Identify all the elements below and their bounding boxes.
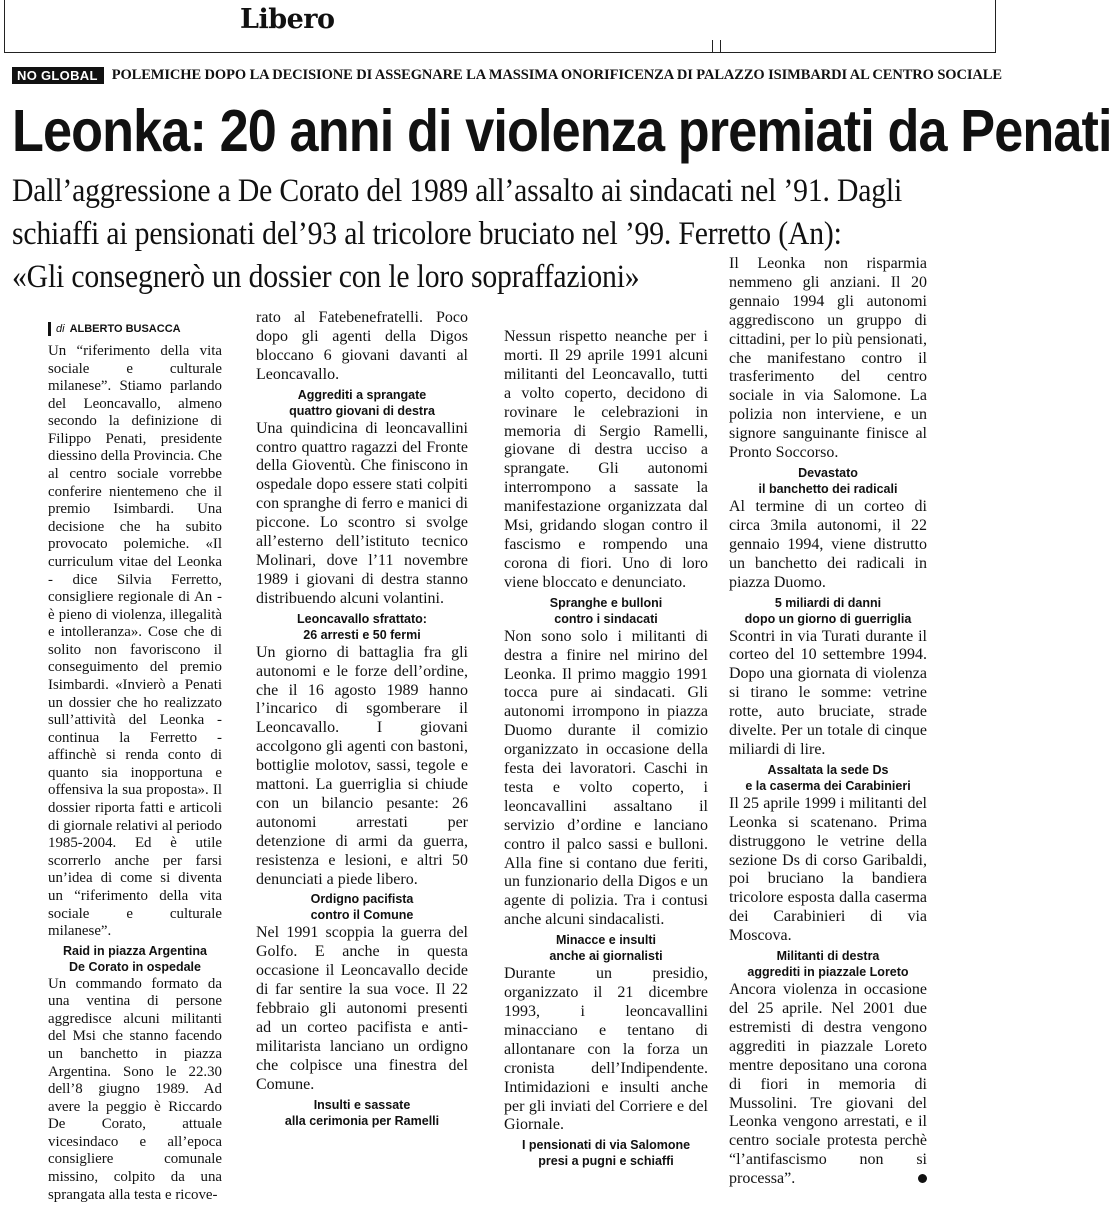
paragraph: Scontri in via Turati durante il corteo del 10 settembre 1994. Dopo una giornata di violenza si tirano le somme: vetrine rotte, auto bruciate, strade divelte. Per un totale di cinque miliardi di lire. [729,627,927,758]
section-heading-line: contro i sindacati [554,611,658,626]
section-heading [504,932,708,964]
paragraph: Al termine di un corteo di circa 3mila autonomi, il 22 gennaio 1994, viene distrutto un banchetto dei radicali in piazza Duomo. [729,497,927,591]
masthead-rule [4,52,996,53]
section-heading-line: dopo un giorno di guerriglia [744,611,912,626]
paragraph: Il Leonka non risparmia nemmeno gli anziani. Il 20 gennaio 1994 gli autonomi aggrediscono un gruppo di cittadini, per lo più pensionati, che manifestano contro il trasferimento del centro sociale in via Salomone. La polizia non interviene, e un signore sanguinante finisce al Pronto Soccorso. [729,255,927,462]
article-column-1 [48,343,222,1204]
section-heading-line: Devastato [798,465,858,480]
paragraph: Non sono solo i militanti di destra a finire nel mirino del Leonka. Il primo maggio 1991 tocca pure ai sindacati. Gli autonomi irrompono in piazza Duomo durante il comizio organizzato in occasione della festa dei lavoratori. Caschi in testa e volto coperto, i leoncavallini assaltano il servizio d’ordine e lanciano contro il palco sassi e bulloni. Alla fine si contano due feriti, un funzionario della Digos e un agente di polizia. Tra i contusi anche alcuni sindacalisti. [504,627,708,929]
section-heading-line: Ordigno pacifista [310,892,414,907]
paragraph: Un “riferimento della vita sociale e culturale milanese”. Stiamo parlando del Leoncavallo, almeno secondo la definizione di Filippo Penati, presidente diessino della Provincia. Che al centro sociale vorrebbe conferire nientemeno che il premio Isimbardi. Una decisione che ha subito provocato polemiche. «Il curriculum vitae del Leonka - dice Silvia Ferretto, consigliere regionale di An - è pieno di violenza, illegalità e intolleranza». Cose che di solito non favoriscono il conseguimento del premio Isimbardi. «Invierò a Penati un dossier che ho realizzato sull’attività del Leonka - continua la Ferretto - affinchè si renda conto di quanto sia inopportuna e offensiva la sua proposta». Il dossier riporta fatti e articoli di giornale relativi al periodo 1985-2004. Ed è utile scorrerlo anche per farsi un’idea di come si diventa un “riferimento della vita sociale e culturale milanese”. [48,343,222,940]
paragraph: Durante un presidio, organizzato il 21 dicembre 1993, i leoncavallini minacciano e tentano di allontanare con la forza un cronista dell’Indipendente. Intimidazioni e insulti anche per gli inviati del Corriere e del Giornale. [504,965,708,1134]
section-heading-line: alla cerimonia per Ramelli [284,1113,440,1128]
section-heading-line: De Corato in ospedale [69,959,201,974]
section-heading [729,948,927,980]
section-heading-line: Assaltata la sede Ds [767,762,889,777]
paragraph: Un giorno di battaglia fra gli autonomi e le forze dell’ordine, che il 16 agosto 1989 hanno l’incarico di sgomberare il Leoncavallo. I giovani accolgono gli agenti con bastoni, bottiglie molotov, sassi, tegole e mattoni. La guerriglia si chiude con un bilancio pesante: 26 autonomi arrestati per detenzione di armi da guerra, resistenza e lesioni, e altri 50 denunciati a piede libero. [256,643,468,888]
paragraph: Nel 1991 scoppia la guerra del Golfo. E anche in questa occasione il Leoncavallo decide di far sentire la sua voce. Il 22 febbraio gli autonomi presenti ad un corteo pacifista e anti-militarista lanciano un ordigno che colpisce una finestra del Comune. [256,924,468,1093]
paragraph: Nessun rispetto neanche per i morti. Il 29 aprile 1991 alcuni militanti del Leoncavallo, tutti a volto coperto, decidono di rovinare le celebrazioni in memoria di Sergio Ramelli, giovane di destra ucciso a sprangate. Gli autonomi interrompono a sassate la manifestazione organizzata dal Msi, gridando slogan contro il fascismo e rompendo una corona di fiori. Uno di loro viene bloccato e denunciato. [504,328,708,591]
paragraph: Un commando formato da una ventina di persone aggredisce alcuni militanti del Msi che stanno facendo un banchetto in piazza Argentina. Sono le 22.30 dell’8 giugno 1989. Ad avere la peggio è Riccardo De Corato, attuale vicesindaco e all’epoca consigliere comunale missino, colpito da una sprangata alla testa e ricove- [48,975,222,1203]
section-tag: NO GLOBAL [12,67,104,84]
article-column-2 [256,309,468,1130]
section-heading-line: presi a pugni e schiaffi [538,1154,674,1169]
paragraph: Una quindicina di leoncavallini contro quattro ragazzi del Fronte della Gioventù. Che finiscono in ospedale dopo essere stati colpiti con spranghe di ferro e manici di piccone. Lo scontro si svolge all’esterno dell’istituto tecnico Molinari, dove l’11 novembre 1989 i giovani di destra stanno distribuendo alcuni volantini. [256,419,468,607]
headline: Leonka: 20 anni di violenza premiati da Penati [12,98,1112,164]
byline-author: ALBERTO BUSACCA [69,323,181,335]
section-heading [504,595,708,627]
section-heading [256,611,468,643]
section-heading-line: Militanti di destra [776,949,880,964]
column-tick [720,40,721,52]
section-heading-line: Spranghe e bulloni [549,595,663,610]
paragraph: Ancora violenza in occasione del 25 aprile. Nel 2001 due estremisti di destra vengono aggrediti in piazzale Loreto mentre depositano una corona di fiori in memoria di Mussolini. Tre giovani del Leonka vengono arrestati, e il centro sociale protesta perchè “l’antifascismo non si processa”. [729,981,927,1188]
section-heading [729,465,927,497]
section-heading-line: anche ai giornalisti [549,949,663,964]
section-heading-line: Minacce e insulti [555,933,657,948]
section-heading-line: quattro giovani di destra [289,403,435,418]
section-heading-line: Insulti e sassate [313,1097,411,1112]
paragraph: rato al Fatebenefratelli. Poco dopo gli agenti della Digos bloccano 6 giovani davanti al Leoncavallo. [256,309,468,383]
section-heading [48,943,222,975]
section-heading-line: contro il Comune [310,908,414,923]
subhead-line: schiaffi ai pensionati del’93 al tricolore bruciato nel ’99. Ferretto (An): [12,216,842,252]
section-heading-line: il banchetto dei radicali [758,481,898,496]
section-heading [256,891,468,923]
section-heading-line: 26 arresti e 50 fermi [303,627,421,642]
section-heading [256,1097,468,1129]
section-heading [729,595,927,627]
overline: POLEMICHE DOPO LA DECISIONE DI ASSEGNARE LA MASSIMA ONORIFICENZA DI PALAZZO ISIMBARDI AL CENTRO SOCIALE [111,66,1002,83]
section-heading [504,1137,708,1169]
section-heading [729,762,927,794]
column-tick [712,40,713,52]
byline-prefix: di [56,323,65,335]
section-heading [256,387,468,419]
subhead-line: Dall’aggressione a De Corato del 1989 all’assalto ai sindacati nel ’91. Dagli [12,173,903,209]
section-heading-line: I pensionati di via Salomone [521,1138,691,1153]
paragraph: Il 25 aprile 1999 i militanti del Leonka si scatenano. Prima distruggono le vetrine della sezione Ds di corso Garibaldi, poi bruciano la bandiera tricolore esposta dalla caserma dei Carabinieri di via Moscova. [729,794,927,945]
subhead-line: «Gli consegnerò un dossier con le loro sopraffazioni» [12,259,640,295]
end-of-article-bullet [918,1174,927,1183]
article-column-4 [729,255,927,1189]
section-heading-line: 5 miliardi di danni [774,595,882,610]
masthead-frame [4,0,996,52]
section-heading-line: e la caserma dei Carabinieri [745,778,911,793]
newspaper-logo: Libero [240,4,335,35]
byline-bar [48,322,51,336]
section-heading-line: Aggrediti a sprangate [297,387,427,402]
kicker-row [12,66,1002,88]
section-heading-line: aggrediti in piazzale Loreto [747,965,909,980]
byline [48,322,181,336]
section-heading-line: Raid in piazza Argentina [62,943,207,958]
section-heading-line: Leoncavallo sfrattato: [297,611,427,626]
article-column-3 [504,328,708,1170]
